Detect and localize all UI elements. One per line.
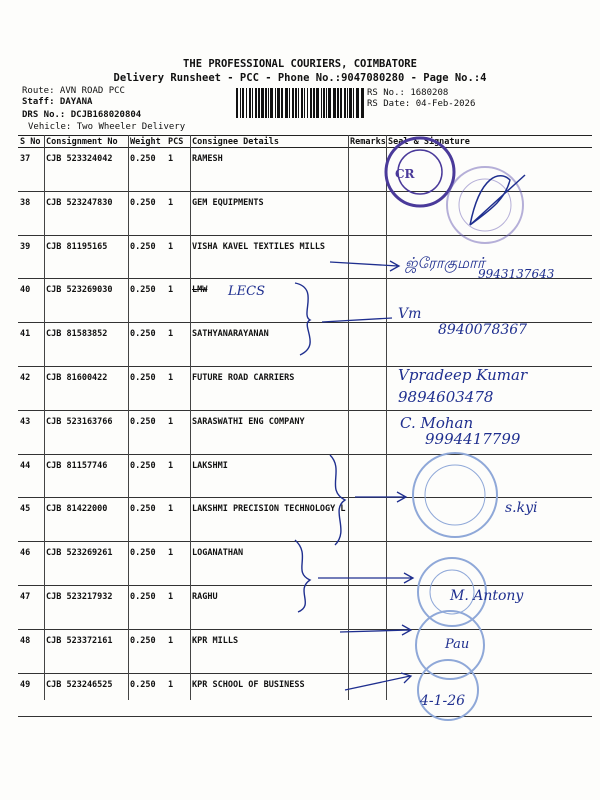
cell-pcs: 1 — [166, 673, 190, 717]
table-row — [18, 279, 592, 323]
barcode-bar — [255, 88, 257, 118]
handwritten-name: Vpradeep Kumar — [398, 366, 528, 384]
column-divider — [44, 135, 45, 700]
handwritten-name: C. Mohan — [400, 414, 474, 432]
barcode-bar — [356, 88, 359, 118]
cell-consignee: RAGHU — [190, 585, 348, 629]
barcode-bar — [323, 88, 325, 118]
cell-weight: 0.250 — [128, 585, 166, 629]
handwritten-phone: 9994417799 — [425, 430, 521, 448]
svg-text:CR: CR — [395, 167, 415, 181]
cell-consignment: CJB 81157746 — [44, 454, 128, 498]
cell-consignee: GEM EQUIPMENTS — [190, 191, 348, 235]
barcode-bar — [265, 88, 267, 118]
cell-sno: 40 — [18, 279, 44, 323]
cell-pcs: 1 — [166, 454, 190, 498]
column-divider — [386, 135, 387, 700]
cell-consignee: VISHA KAVEL TEXTILES MILLS — [190, 235, 348, 279]
barcode-bar — [361, 88, 364, 118]
table-header-row — [18, 136, 592, 148]
barcode-bar — [344, 88, 346, 118]
col-sno: S No — [18, 136, 44, 148]
cell-consignee: KPR MILLS — [190, 629, 348, 673]
table-row — [18, 323, 592, 367]
cell-pcs: 1 — [166, 148, 190, 192]
cell-consignment: CJB 523269030 — [44, 279, 128, 323]
cell-consignment: CJB 81583852 — [44, 323, 128, 367]
barcode-bar — [292, 88, 294, 118]
cell-consignee: LMW — [190, 279, 348, 323]
cell-sno: 38 — [18, 191, 44, 235]
cell-pcs: 1 — [166, 235, 190, 279]
table-row — [18, 366, 592, 410]
cell-sno: 37 — [18, 148, 44, 192]
barcode-bar — [281, 88, 283, 118]
barcode-bar — [236, 88, 238, 118]
company-title: THE PROFESSIONAL COURIERS, COIMBATORE — [183, 58, 417, 70]
cell-pcs: 1 — [166, 585, 190, 629]
cell-consignee: SATHYANARAYANAN — [190, 323, 348, 367]
handwritten-phone: 9943137643 — [478, 267, 555, 281]
barcode-bar — [275, 88, 276, 118]
table-row — [18, 673, 592, 717]
cell-consignee: KPR SCHOOL OF BUSINESS — [190, 673, 348, 717]
barcode-bar — [307, 88, 308, 118]
cell-pcs: 1 — [166, 366, 190, 410]
cell-weight: 0.250 — [128, 235, 166, 279]
table-row — [18, 148, 592, 192]
barcode-bar — [313, 88, 315, 118]
cell-consignee: LAKSHMI PRECISION TECHNOLOGY L — [190, 498, 348, 542]
handwritten-phone: 9894603478 — [398, 388, 494, 406]
barcode-bar — [349, 88, 352, 118]
cell-consignment: CJB 523246525 — [44, 673, 128, 717]
barcode-bar — [326, 88, 327, 118]
column-divider — [128, 135, 129, 700]
cell-consignee: SARASWATHI ENG COMPANY — [190, 410, 348, 454]
cell-consignment: CJB 523324042 — [44, 148, 128, 192]
table-row — [18, 410, 592, 454]
cell-weight: 0.250 — [128, 279, 166, 323]
cell-sno: 49 — [18, 673, 44, 717]
table-row — [18, 454, 592, 498]
table-row — [18, 629, 592, 673]
cell-consignment: CJB 523372161 — [44, 629, 128, 673]
tamil-signature: ஜ்ரோகுமார் — [405, 254, 485, 272]
cell-weight: 0.250 — [128, 454, 166, 498]
barcode-bar — [246, 88, 247, 118]
barcode-bar — [337, 88, 339, 118]
handwritten-phone: 8940078367 — [438, 322, 528, 338]
handwritten-signature: s.kyi — [505, 500, 538, 516]
cell-sno: 41 — [18, 323, 44, 367]
cell-pcs: 1 — [166, 542, 190, 586]
cell-sno: 43 — [18, 410, 44, 454]
cell-sno: 45 — [18, 498, 44, 542]
cell-pcs: 1 — [166, 323, 190, 367]
barcode-bar — [347, 88, 348, 118]
cell-consignment: CJB 523163766 — [44, 410, 128, 454]
table-row — [18, 542, 592, 586]
handwritten-date: 4-1-26 — [420, 693, 466, 709]
barcode-bar — [277, 88, 280, 118]
cell-sno: 44 — [18, 454, 44, 498]
handwritten-note: LECS — [228, 284, 265, 299]
barcode-bar — [252, 88, 253, 118]
cell-pcs: 1 — [166, 279, 190, 323]
rs-number: RS No.: 1680208 — [367, 88, 449, 98]
handwritten-signature: Pau — [445, 637, 470, 652]
cell-consignment: CJB 523247830 — [44, 191, 128, 235]
barcode-bar — [270, 88, 273, 118]
handwritten-signature: Vm — [398, 306, 422, 322]
cell-weight: 0.250 — [128, 366, 166, 410]
cell-weight: 0.250 — [128, 542, 166, 586]
cell-sno: 42 — [18, 366, 44, 410]
barcode-bar — [261, 88, 264, 118]
barcode-bar — [242, 88, 244, 118]
cell-sno: 47 — [18, 585, 44, 629]
barcode-bar — [295, 88, 297, 118]
barcode-bar — [333, 88, 336, 118]
barcode-bar — [298, 88, 299, 118]
cell-consignee: RAMESH — [190, 148, 348, 192]
cell-pcs: 1 — [166, 629, 190, 673]
barcode-bar — [304, 88, 305, 118]
barcode-bar — [268, 88, 269, 118]
cell-weight: 0.250 — [128, 191, 166, 235]
table-row — [18, 498, 592, 542]
barcode-bar — [249, 88, 251, 118]
table-row — [18, 191, 592, 235]
cell-pcs: 1 — [166, 498, 190, 542]
barcode-bar — [328, 88, 331, 118]
cell-consignment: CJB 81422000 — [44, 498, 128, 542]
cell-weight: 0.250 — [128, 148, 166, 192]
cell-weight: 0.250 — [128, 498, 166, 542]
barcode-bar — [353, 88, 354, 118]
cell-weight: 0.250 — [128, 410, 166, 454]
cell-sno: 48 — [18, 629, 44, 673]
column-divider — [190, 135, 191, 700]
barcode-bar — [310, 88, 312, 118]
rs-date: RS Date: 04-Feb-2026 — [367, 99, 476, 109]
col-seal: Seal & Signature — [386, 136, 592, 148]
barcode-bar — [321, 88, 322, 118]
barcode-bar — [316, 88, 319, 118]
cell-sno: 39 — [18, 235, 44, 279]
cell-pcs: 1 — [166, 410, 190, 454]
cell-consignee: FUTURE ROAD CARRIERS — [190, 366, 348, 410]
cell-weight: 0.250 — [128, 323, 166, 367]
col-remarks: Remarks — [350, 136, 386, 147]
cell-pcs: 1 — [166, 191, 190, 235]
col-pcs: PCS — [166, 136, 190, 148]
barcode-bar — [301, 88, 303, 118]
cell-consignment: CJB 81600422 — [44, 366, 128, 410]
vehicle-label: Vehicle: Two Wheeler Delivery — [28, 122, 186, 132]
barcode-bar — [289, 88, 290, 118]
route-label: Route: AVN ROAD PCC — [22, 86, 125, 96]
col-weight: Weight — [128, 136, 166, 148]
barcode-bar — [340, 88, 342, 118]
column-divider — [348, 135, 349, 700]
cell-consignment: CJB 523269261 — [44, 542, 128, 586]
cell-consignment: CJB 81195165 — [44, 235, 128, 279]
runsheet-subtitle: Delivery Runsheet - PCC - Phone No.:9047080280 - Page No.:4 — [113, 72, 487, 84]
col-consignee: Consignee Details — [190, 136, 348, 148]
cell-consignee: LOGANATHAN — [190, 542, 348, 586]
barcode-bar — [285, 88, 288, 118]
cell-consignee: LAKSHMI — [190, 454, 348, 498]
cell-weight: 0.250 — [128, 673, 166, 717]
barcode-bar — [258, 88, 260, 118]
runsheet-table — [18, 135, 592, 717]
col-consignment: Consignment No — [44, 136, 128, 148]
barcode — [236, 88, 364, 118]
barcode-bar — [240, 88, 241, 118]
staff-label: Staff: DAYANA — [22, 97, 93, 107]
table-row — [18, 235, 592, 279]
drs-number: DRS No.: DCJB168020804 — [22, 110, 142, 120]
cell-consignment: CJB 523217932 — [44, 585, 128, 629]
table-row — [18, 585, 592, 629]
cell-sno: 46 — [18, 542, 44, 586]
handwritten-signature: M. Antony — [450, 588, 524, 604]
cell-weight: 0.250 — [128, 629, 166, 673]
